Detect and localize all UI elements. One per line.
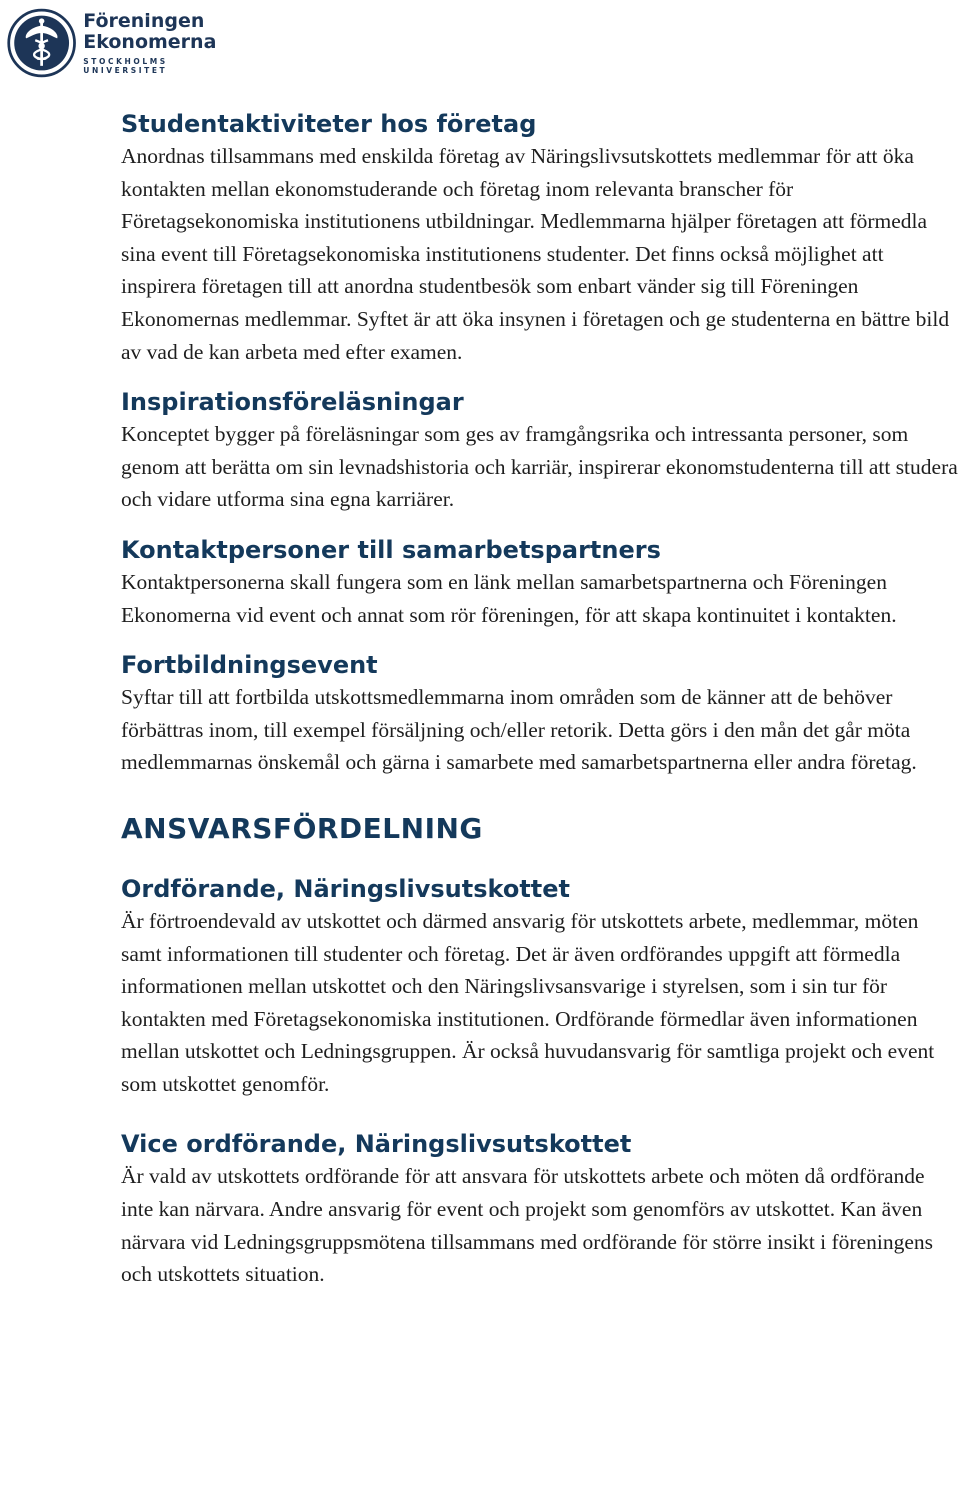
section-heading: Vice ordförande, Näringslivsutskottet (121, 1130, 632, 1159)
section-ordforande (121, 873, 959, 1101)
document-body (121, 108, 959, 1291)
section-paragraph: Är vald av utskottets ordförande för att ansvara för utskottets arbete och möten då ordförande inte kan närvara. Andre ansvarig för event och projekt som genomförs av utskottet. Kan även närvara vid Ledningsgruppsmötena tillsammans med ordförande för större insikt i föreningens och utskottets situation. (121, 1164, 934, 1287)
section-studentaktiviteter (121, 108, 959, 368)
major-heading: ANSVARSFÖRDELNING (121, 811, 483, 845)
section-paragraph: Kontaktpersonerna skall fungera som en länk mellan samarbetspartnerna och Föreningen Ekonomerna vid event och annat som rör föreningen, för att skapa kontinuitet i kontakten. (121, 569, 897, 627)
caduceus-emblem-icon (6, 4, 77, 82)
section-kontakt (121, 534, 959, 631)
section-heading: Studentaktiviteter hos företag (121, 110, 537, 138)
section-heading: Ordförande, Näringslivsutskottet (121, 874, 571, 903)
section-ansvar (121, 811, 959, 847)
logo-text-foreningen: Föreningen (83, 10, 205, 32)
section-heading: Inspirationsföreläsningar (121, 388, 464, 417)
section-paragraph: Konceptet bygger på föreläsningar som ges av framgångsrika och intressanta personer, som genom att berätta om sin levnadshistoria och karriär, inspirerar ekonomstudenterna till att studera och vidare utforma sina egna karriärer. (121, 422, 958, 512)
section-heading: Fortbildningsevent (121, 651, 378, 680)
section-vice (121, 1128, 959, 1290)
logo-text-ekonomerna: Ekonomerna (83, 31, 217, 53)
organization-logo (6, 4, 242, 82)
section-paragraph: Syftar till att fortbilda utskottsmedlemmarna inom områden som de känner att de behöver förbättras inom, till exempel försäljning och/eller retorik. Detta görs i den mån det går möta medlemmarnas önskemål och gärna i samarbete med samarbetspartnerna eller andra företag. (121, 685, 917, 775)
logo-text-university: STOCKHOLMS UNIVERSITET (83, 57, 168, 75)
section-inspiration (121, 386, 959, 516)
section-paragraph: Är förtroendevald av utskottet och därmed ansvarig för utskottets arbete, medlemmar, möten samt informationen till studenter och företag. Det är även ordförandes uppgift att förmedla informationen mellan utskottet och den Näringslivsansvarige i styrelsen, som i sin tur för kontakten med Företagsekonomiska institutionen. Ordförande förmedlar även informationen mellan utskottet och Ledningsgruppen. Är också huvudansvarig för samtliga projekt och event som utskottet genomför. (121, 908, 935, 1096)
section-fortbildning (121, 649, 959, 779)
section-heading: Kontaktpersoner till samarbetspartners (121, 535, 661, 564)
section-paragraph: Anordnas tillsammans med enskilda företag av Näringslivsutskottets medlemmar för att öka kontakten mellan ekonomstuderande och företag inom relevanta branscher för Företagsekonomiska institutionens utbildningar. Medlemmarna hjälper företagen att förmedla sina event till Företagsekonomiska institutionens studenter. Det finns också möjlighet att inspirera företagen till att anordna studentbesök som enbart vänder sig till Föreningen Ekonomernas medlemmar. Syftet är att öka insynen i företagen och ge studenterna en bättre bild av vad de kan arbeta med efter examen. (121, 144, 950, 364)
